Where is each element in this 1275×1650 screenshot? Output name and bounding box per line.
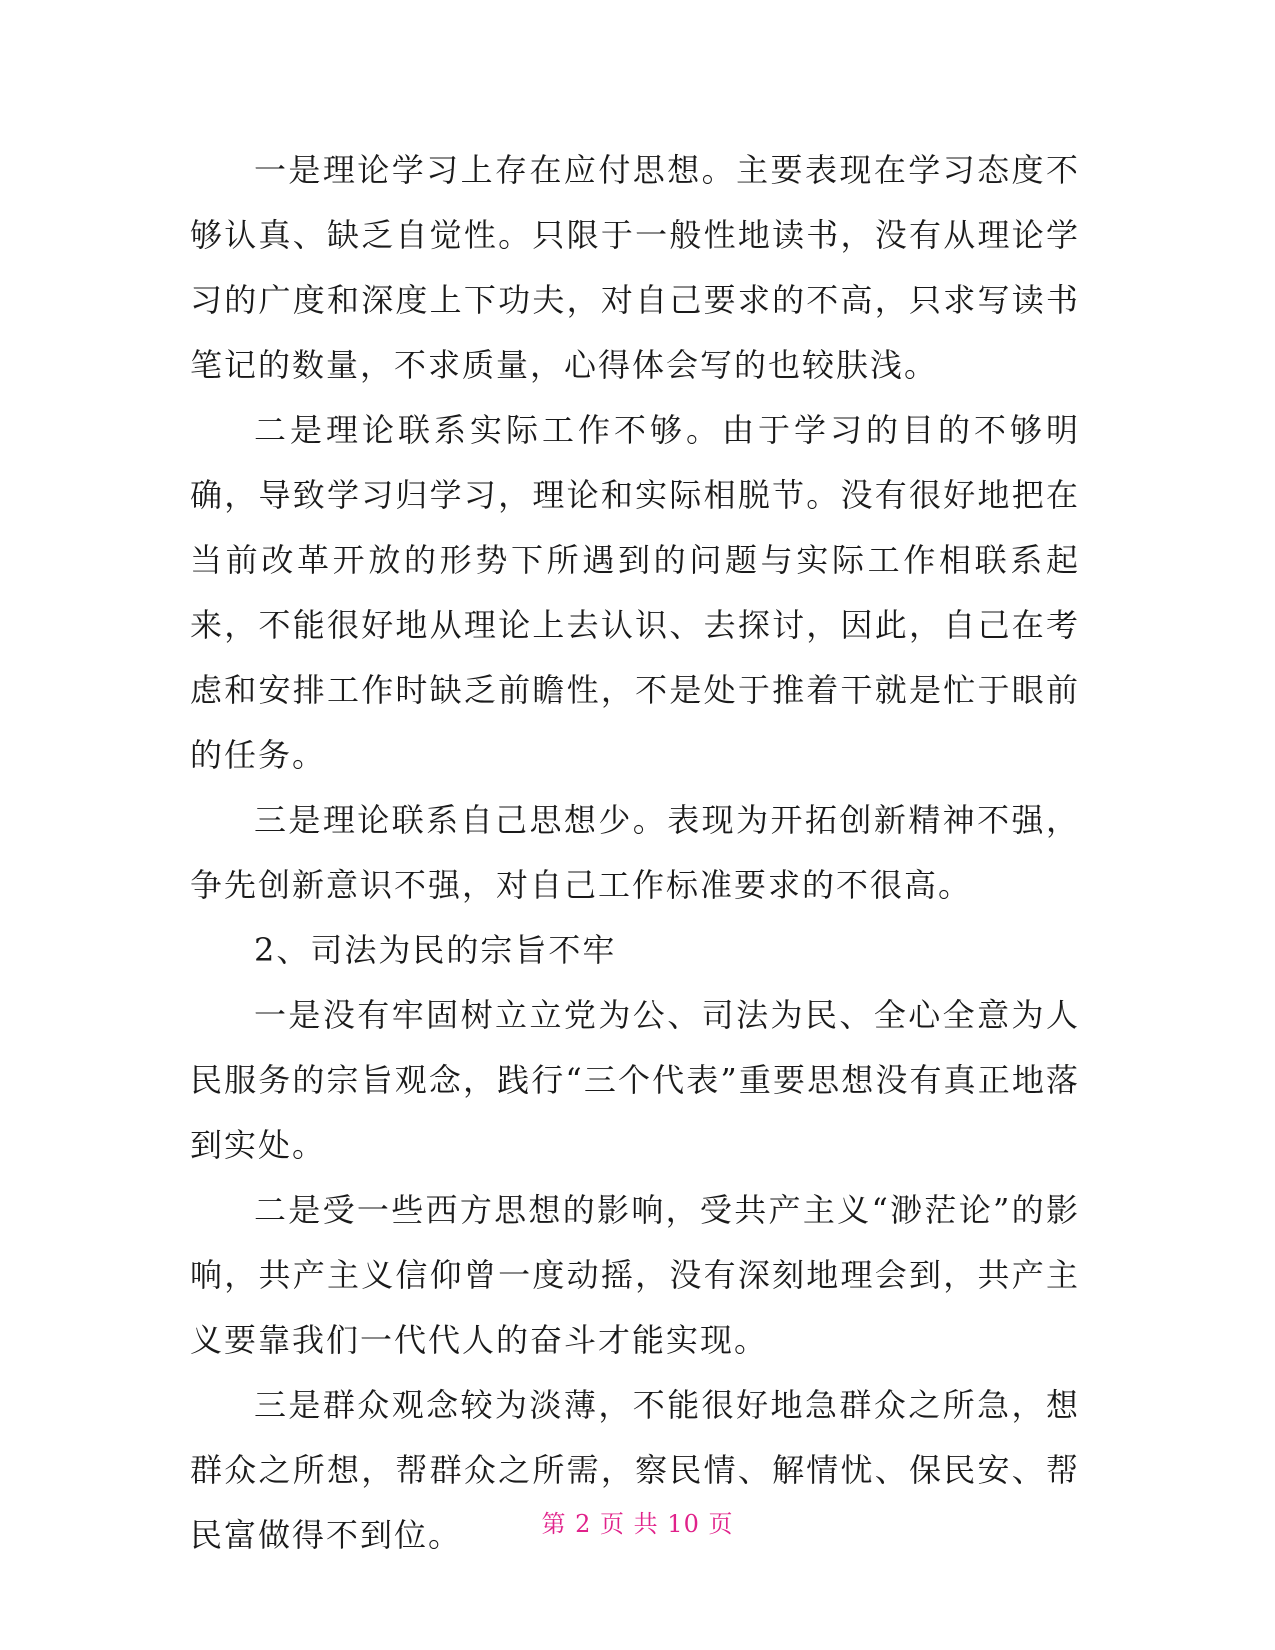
paragraph-5: 二是受一些西方思想的影响，受共产主义“渺茫论”的影响，共产主义信仰曾一度动摇，没有深刻地理会到，共产主义要靠我们一代代人的奋斗才能实现。 — [190, 1191, 1080, 1359]
paragraph-1: 一是理论学习上存在应付思想。主要表现在学习态度不够认真、缺乏自觉性。只限于一般性地读书，没有从理论学习的广度和深度上下功夫，对自己要求的不高，只求写读书笔记的数量，不求质量，心得体会写的也较肤浅。 — [190, 151, 1080, 384]
paragraph-2: 二是理论联系实际工作不够。由于学习的目的不够明确，导致学习归学习，理论和实际相脱节。没有很好地把在当前改革开放的形势下所遇到的问题与实际工作相联系起来，不能很好地从理论上去认识、去探讨，因此，自己在考虑和安排工作时缺乏前瞻性，不是处于推着干就是忙于眼前的任务。 — [190, 411, 1080, 774]
page-footer: 第 2 页 共 10 页 — [541, 1510, 734, 1538]
paragraph-3: 三是理论联系自己思想少。表现为开拓创新精神不强，争先创新意识不强，对自己工作标准要求的不很高。 — [190, 801, 1080, 904]
section-heading: 2、司法为民的宗旨不牢 — [254, 931, 617, 969]
paragraph-4: 一是没有牢固树立立党为公、司法为民、全心全意为人民服务的宗旨观念，践行“三个代表”重要思想没有真正地落到实处。 — [190, 996, 1080, 1164]
paragraph-6: 三是群众观念较为淡薄，不能很好地急群众之所急，想群众之所想，帮群众之所需，察民情、解情忧、保民安、帮民富做得不到位。 — [190, 1386, 1080, 1554]
document-body — [190, 138, 1080, 1568]
